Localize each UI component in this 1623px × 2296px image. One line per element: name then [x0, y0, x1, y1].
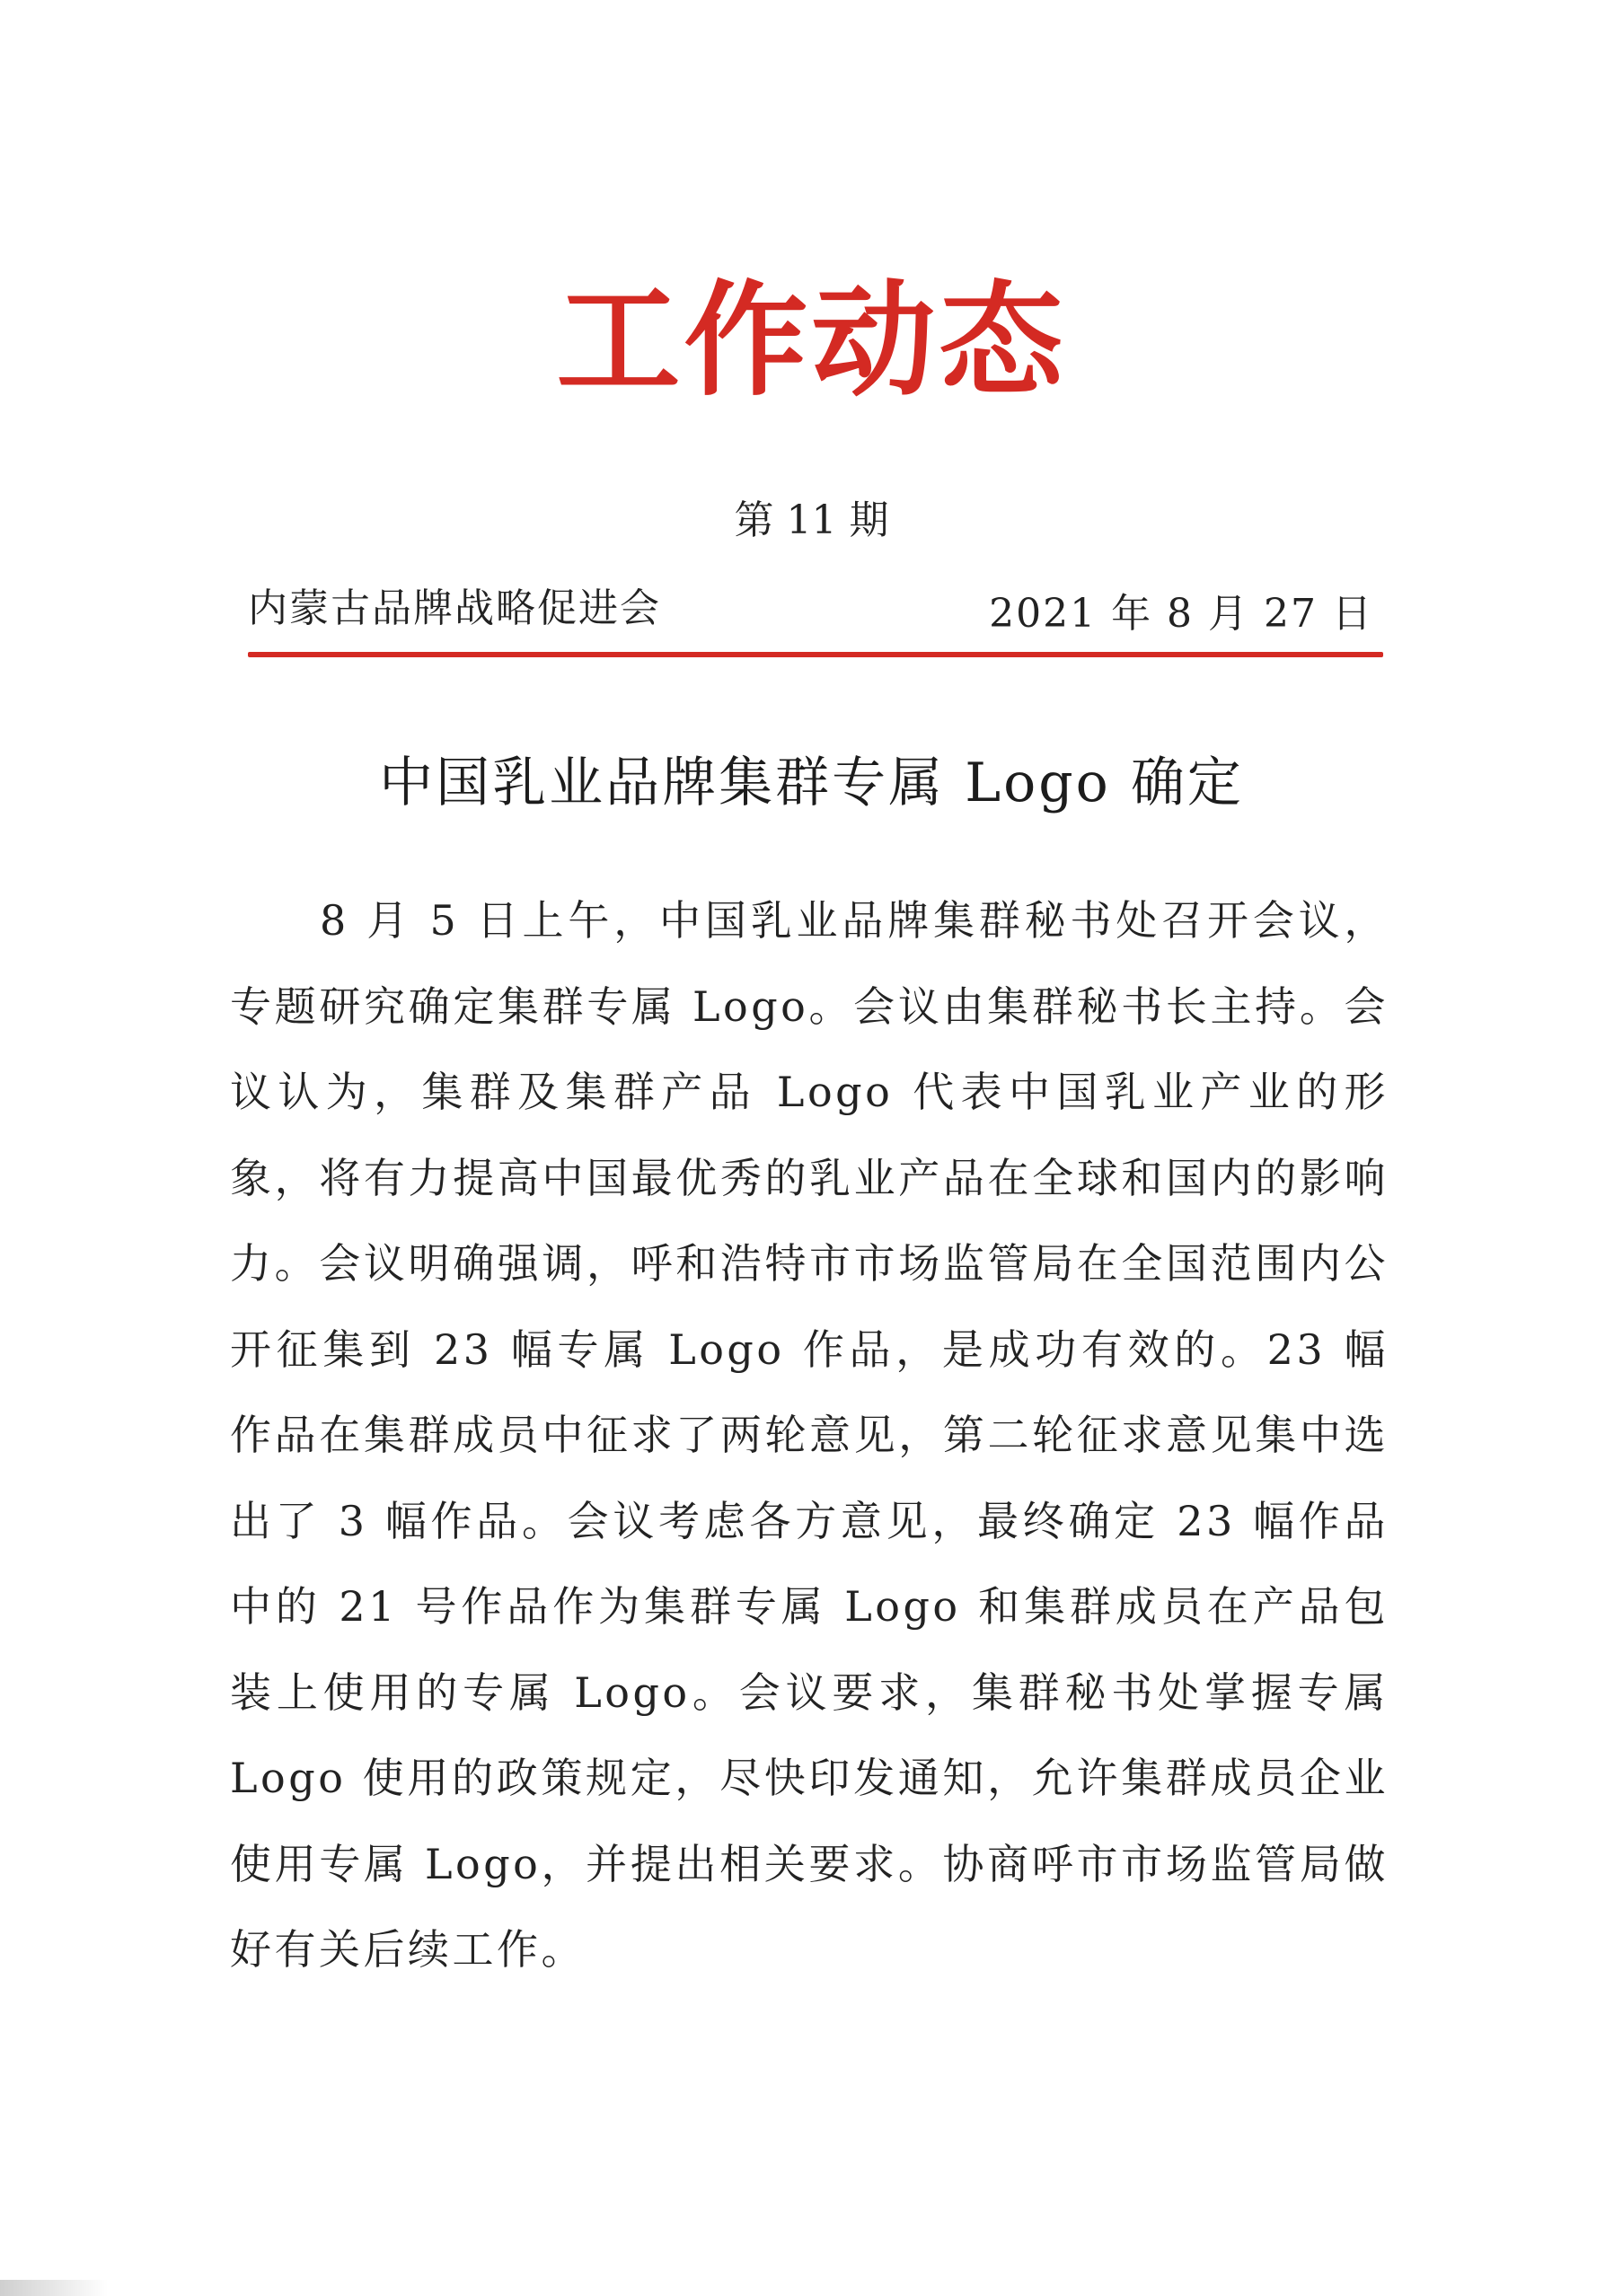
issuer-name: 内蒙古品牌战略促进会	[248, 585, 661, 631]
article-body: 8 月 5 日上午，中国乳业品牌集群秘书处召开会议，专题研究确定集群专属 Logo。会议由集群秘书长主持。会议认为，集群及集群产品 Logo 代表中国乳业产业的形象，将有力提高中国最优秀的乳业产品在全球和国内的影响力。会议明确强调，呼和浩特市市场监管局在全国范围内公开征集到 23 幅专属 Logo 作品，是成功有效的。23 幅作品在集群成员中征求了两轮意见，第二轮征求意见集中选出了 3 幅作品。会议考虑各方意见，最终确定 23 幅作品中的 21 号作品作为集群专属 Logo 和集群成员在产品包装上使用的专属 Logo。会议要求，集群秘书处掌握专属 Logo 使用的政策规定，尽快印发通知，允许集群成员企业使用专属 Logo，并提出相关要求。协商呼市市场监管局做好有关后续工作。	[230, 896, 1389, 1974]
masthead-title: 工作动态	[556, 268, 1067, 413]
scan-edge-shadow	[0, 2280, 108, 2296]
article-headline: 中国乳业品牌集群专属 Logo 确定	[379, 752, 1244, 814]
issue-number: 第 11 期	[734, 497, 889, 543]
issue-date: 2021 年 8 月 27 日	[989, 591, 1373, 637]
red-divider	[248, 652, 1383, 657]
